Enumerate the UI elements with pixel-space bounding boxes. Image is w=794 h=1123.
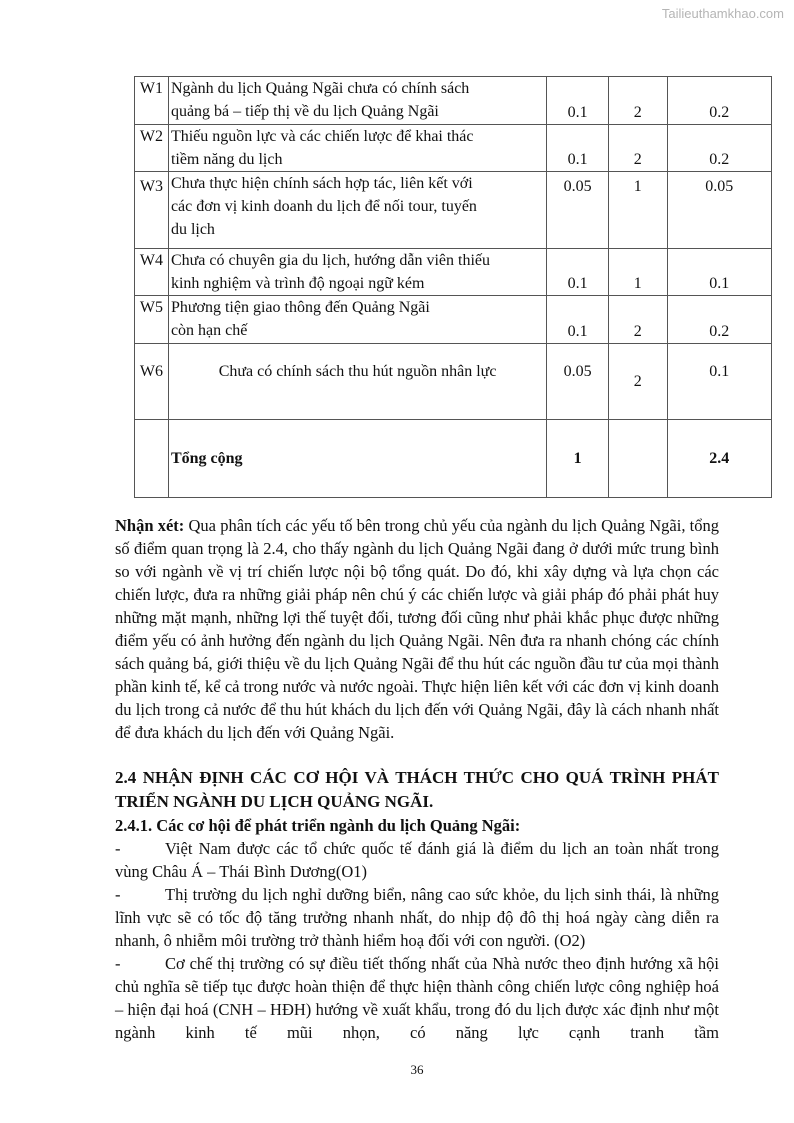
row-code: W1 — [135, 77, 169, 125]
total-rating — [608, 420, 667, 498]
row-description — [168, 249, 546, 296]
row-weight: 0.1 — [547, 77, 609, 125]
row-code: W5 — [135, 296, 169, 344]
row-description: Chưa có chính sách thu hút nguồn nhân lực — [168, 344, 546, 420]
desc-line: tiềm năng du lịch — [170, 151, 283, 168]
desc-line: Chưa có chuyên gia du lịch, hướng dẫn viên thiếu — [170, 252, 490, 269]
row-rating: 2 — [608, 77, 667, 125]
row-score: 0.05 — [667, 172, 771, 249]
list-item — [115, 883, 719, 952]
total-weight: 1 — [547, 420, 609, 498]
total-code — [135, 420, 169, 498]
list-item — [115, 952, 719, 1044]
table-row — [135, 249, 772, 296]
desc-line: Ngành du lịch Quảng Ngãi chưa có chính sách — [170, 80, 470, 97]
row-code: W4 — [135, 249, 169, 296]
remark-text: Qua phân tích các yếu tố bên trong chủ yếu của ngành du lịch Quảng Ngãi, tổng số điểm quan trọng là 2.4, cho thấy ngành du lịch Quảng Ngãi đang ở dưới mức trung bình so với ngành về vị trí chiến lược nội bộ tổng quát. Do đó, khi xây dựng và lựa chọn các chiến lược, đưa ra những giải pháp nên chú ý các chiến lược và giải pháp đó phải phát huy những mặt mạnh, những lợi thế tuyệt đối, tương đối cũng như phải khắc phục được những điểm yếu có ảnh hưởng đến ngành du lịch Quảng Ngãi. Nên đưa ra nhanh chóng các chính sách quảng bá, giới thiệu về du lịch Quảng Ngãi để thu hút các nguồn đầu tư của mọi thành phần kinh tế, kể cả trong nước và nước ngoài. Thực hiện liên kết với các đơn vị kinh doanh du lịch trong cả nước để thu hút khách du lịch đến với Quảng Ngãi, đây là cách nhanh nhất để đưa khách du lịch đến với Quảng Ngãi. — [115, 516, 719, 742]
row-score: 0.2 — [667, 125, 771, 172]
row-score: 0.2 — [667, 77, 771, 125]
total-label: Tổng cộng — [168, 420, 546, 498]
row-description — [168, 77, 546, 125]
row-code: W3 — [135, 172, 169, 249]
row-weight: 0.1 — [547, 125, 609, 172]
weakness-matrix-table — [134, 76, 772, 498]
subsection-heading: 2.4.1. Các cơ hội để phát triển ngành du lịch Quảng Ngãi: — [115, 816, 521, 835]
remark-paragraph — [115, 514, 719, 744]
row-rating: 1 — [608, 172, 667, 249]
row-description — [168, 296, 546, 344]
row-description — [168, 172, 546, 249]
row-weight: 0.1 — [547, 249, 609, 296]
desc-line: kinh nghiệm và trình độ ngoại ngữ kém — [170, 275, 425, 292]
bullet-text: Cơ chế thị trường có sự điều tiết thống nhất của Nhà nước theo định hướng xã hội chủ nghĩa sẽ tiếp tục được hoàn thiện để thực hiện thành công chiến lược công nghiệp hoá – hiện đại hoá (CNH – HĐH) hướng về xuất khẩu, trong đó du lịch được xác định như một ngành kinh tế mũi nhọn, có năng lực cạnh tranh tầm — [115, 954, 719, 1042]
desc-line: Phương tiện giao thông đến Quảng Ngãi — [170, 299, 430, 316]
row-description — [168, 125, 546, 172]
table-row — [135, 77, 772, 125]
desc-line: quảng bá – tiếp thị về du lịch Quảng Ngãi — [170, 103, 439, 120]
row-score: 0.1 — [667, 249, 771, 296]
row-rating: 2 — [608, 296, 667, 344]
row-rating: 2 — [608, 344, 667, 420]
bullet-text: Thị trường du lịch nghỉ dưỡng biển, nâng cao sức khỏe, du lịch sinh thái, là những lĩnh vực sẽ có tốc độ tăng trưởng nhanh nhất, do nhịp độ đô thị hoá ngày càng diễn ra nhanh, ô nhiễm môi trường trở thành hiểm hoạ đối với con người. (O2) — [115, 885, 719, 950]
list-item — [115, 837, 719, 883]
table-row — [135, 344, 772, 420]
table-row — [135, 296, 772, 344]
table-row — [135, 172, 772, 249]
row-rating: 2 — [608, 125, 667, 172]
watermark: Tailieuthamkhao.com — [661, 6, 784, 21]
desc-line: Chưa thực hiện chính sách hợp tác, liên kết với — [170, 175, 473, 192]
bullet-text: Việt Nam được các tổ chức quốc tế đánh giá là điểm du lịch an toàn nhất trong vùng Châu Á – Thái Bình Dương(O1) — [115, 839, 719, 881]
row-code: W6 — [135, 344, 169, 420]
desc-line: các đơn vị kinh doanh du lịch để nối tour, tuyến — [170, 198, 477, 215]
row-score: 0.1 — [667, 344, 771, 420]
row-code: W2 — [135, 125, 169, 172]
total-score: 2.4 — [667, 420, 771, 498]
section-heading: 2.4 NHẬN ĐỊNH CÁC CƠ HỘI VÀ THÁCH THỨC CHO QUÁ TRÌNH PHÁT TRIỂN NGÀNH DU LỊCH QUẢNG NGÃI. — [115, 768, 719, 811]
bullet-marker: - — [115, 839, 121, 858]
remark-label: Nhận xét: — [115, 516, 185, 535]
desc-line: Thiếu nguồn lực và các chiến lược để khai thác — [170, 128, 474, 145]
row-weight: 0.05 — [547, 344, 609, 420]
row-rating: 1 — [608, 249, 667, 296]
page-number: 36 — [410, 1062, 424, 1077]
row-weight: 0.1 — [547, 296, 609, 344]
desc-line: còn hạn chế — [170, 322, 248, 339]
table-row — [135, 125, 772, 172]
row-weight: 0.05 — [547, 172, 609, 249]
total-row — [135, 420, 772, 498]
desc-line: du lịch — [170, 221, 215, 238]
row-score: 0.2 — [667, 296, 771, 344]
section-2-4 — [115, 766, 719, 1044]
bullet-marker: - — [115, 954, 121, 973]
bullet-marker: - — [115, 885, 121, 904]
